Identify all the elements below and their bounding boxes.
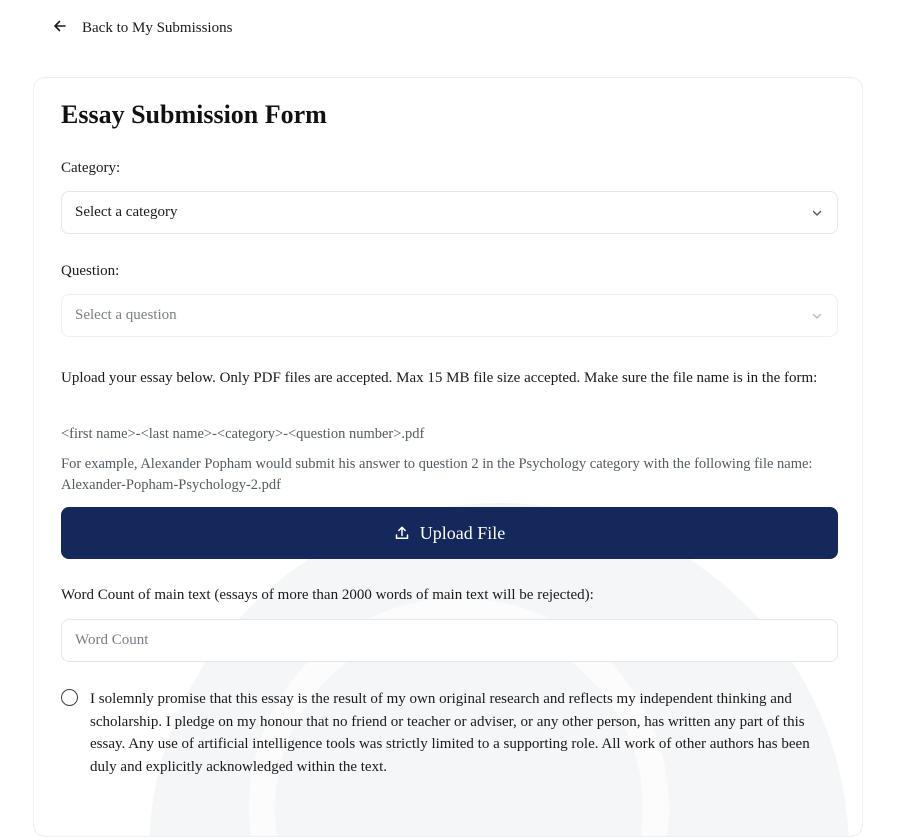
- upload-button-label: Upload File: [419, 522, 506, 543]
- back-link-label: Back to My Submissions: [82, 20, 233, 36]
- question-select-value: Select a question: [75, 307, 177, 323]
- chevron-down-icon: [811, 207, 823, 219]
- honour-pledge: [61, 688, 841, 778]
- category-select[interactable]: [61, 191, 838, 234]
- chevron-down-icon: [811, 310, 823, 322]
- upload-icon: [394, 525, 410, 541]
- pledge-text: I solemnly promise that this essay is the result of my own original research and reflects my independent thinking and scholarship. I pledge on my honour that no friend or teacher or adviser, or any other person, has written any part of this essay. Any use of artificial intelligence tools was strictly limited to a supporting role. All work of other authors has been duly and explicitly acknowledged within the text.: [90, 691, 810, 775]
- word-count-input[interactable]: [61, 619, 838, 662]
- back-to-submissions-link[interactable]: [52, 18, 232, 39]
- arrow-left-icon: [52, 18, 68, 39]
- word-count-label: Word Count of main text (essays of more than 2000 words of main text will be rejected):: [61, 587, 594, 603]
- pledge-radio[interactable]: [61, 689, 78, 706]
- filename-example: For example, Alexander Popham would submit his answer to question 2 in the Psychology category with the following file name: Alexander-Popham-Psychology-2.pdf: [61, 456, 813, 493]
- submission-form-card: [33, 77, 863, 837]
- page-title: Essay Submission Form: [61, 100, 327, 129]
- upload-file-button[interactable]: [61, 507, 838, 559]
- question-label: Question:: [61, 263, 120, 279]
- category-select-value: Select a category: [75, 204, 178, 220]
- question-select[interactable]: [61, 294, 838, 337]
- category-label: Category:: [61, 160, 121, 176]
- upload-instructions: Upload your essay below. Only PDF files are accepted. Max 15 MB file size accepted. Make sure the file name is in the form:: [61, 370, 818, 386]
- filename-format: <first name>-<last name>-<category>-<question number>.pdf: [61, 426, 425, 442]
